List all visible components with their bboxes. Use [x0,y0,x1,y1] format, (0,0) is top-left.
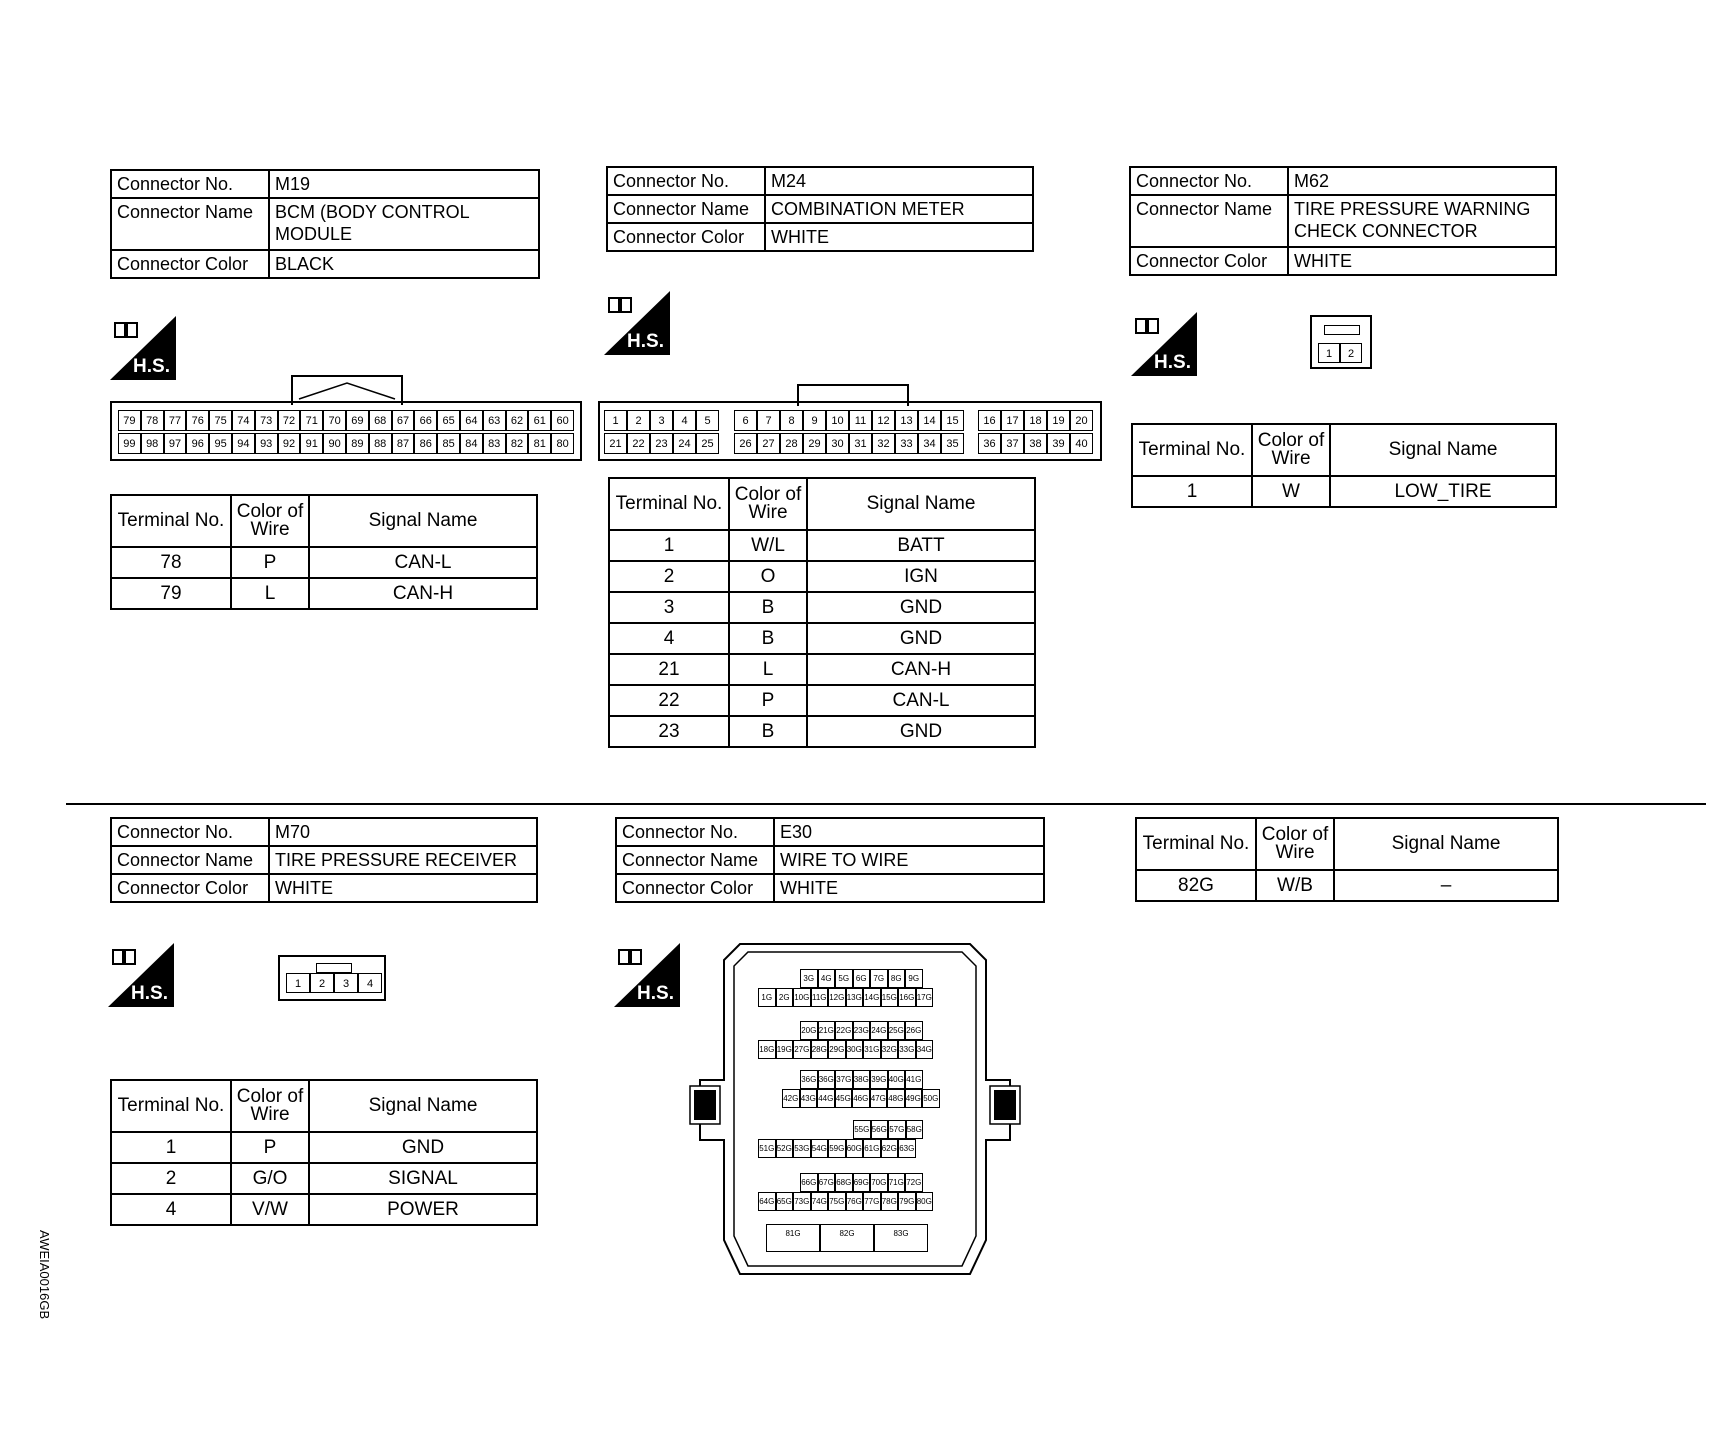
label-connector-color: Connector Color [607,223,765,251]
m24-pin: 39 [1047,433,1070,454]
e30-connector-name: WIRE TO WIRE [774,846,1044,874]
table-row: 1 W/L BATT [609,530,1035,561]
m24-pin: 15 [941,410,964,431]
m24-pin: 27 [757,433,780,454]
e30-pin: 49G [905,1089,923,1108]
m19-connector-color: BLACK [269,250,539,278]
th-color-wire: Color of Wire [231,495,309,547]
m19-pin: 90 [323,433,346,454]
m24-pin: 14 [918,410,941,431]
m19-pin: 86 [414,433,437,454]
m19-pin: 98 [141,433,164,454]
m24-pin: 4 [673,410,696,431]
m24-pin: 30 [826,433,849,454]
m24-pin: 6 [734,410,757,431]
e30-pin: 6G [853,969,871,988]
e30-pin: 77G [863,1192,881,1211]
m24-pin: 13 [895,410,918,431]
label-connector-no: Connector No. [1130,167,1288,195]
m19-pin: 93 [255,433,278,454]
th-terminal-no: Terminal No. [609,478,729,530]
th-signal-name: Signal Name [309,495,537,547]
e30-pin: 78G [881,1192,899,1211]
m19-pin: 77 [164,410,187,431]
m24-pin: 22 [627,433,650,454]
m24-pin: 25 [696,433,719,454]
th-color-wire: Color of Wire [729,478,807,530]
m62-connector-name: TIRE PRESSURE WARNING CHECK CONNECTOR [1288,195,1556,247]
e30-pin: 19G [776,1040,794,1059]
e30-pin: 21G [818,1021,836,1040]
e30-pin: 41G [905,1070,923,1089]
m24-pin: 2 [627,410,650,431]
m19-pin: 91 [300,433,323,454]
e30-pin: 33G [898,1040,916,1059]
label-connector-no: Connector No. [607,167,765,195]
th-terminal-no: Terminal No. [1132,424,1252,476]
m24-pin: 34 [918,433,941,454]
e30-pin: 31G [863,1040,881,1059]
m24-pin: 19 [1047,410,1070,431]
e30-pin: 61G [863,1139,881,1158]
e30-pin: 67G [818,1173,836,1192]
e30-pin: 48G [887,1089,905,1108]
m24-pin: 20 [1070,410,1093,431]
e30-pin: 2G [776,988,794,1007]
m19-pin: 68 [369,410,392,431]
e30-pin: 82G [820,1224,874,1252]
e30-pin: 51G [758,1139,776,1158]
e30-connector-color: WHITE [774,874,1044,902]
hs-label: H.S. [133,356,170,377]
e30-pin: 15G [881,988,899,1007]
m70-connector-face [278,955,386,1001]
e30-pin: 28G [811,1040,829,1059]
table-row: 23 B GND [609,716,1035,747]
m19-pin: 62 [506,410,529,431]
m24-pin: 26 [734,433,757,454]
m62-connector-no: M62 [1288,167,1556,195]
e30-pin: 65G [776,1192,794,1211]
m62-pin: 2 [1340,343,1362,363]
e30-pin: 29G [828,1040,846,1059]
m24-pin: 38 [1024,433,1047,454]
e30-pin: 71G [888,1173,906,1192]
m24-pin: 24 [673,433,696,454]
table-row: 1 P GND [111,1132,537,1163]
m19-pin: 96 [186,433,209,454]
m24-pin: 3 [650,410,673,431]
m19-pin: 70 [323,410,346,431]
m19-pin: 69 [346,410,369,431]
m70-info-table [110,817,538,903]
e30-info-table [615,817,1045,903]
m19-info-table [110,169,540,279]
m19-pin: 92 [278,433,301,454]
m19-pin: 99 [118,433,141,454]
m19-pin: 63 [483,410,506,431]
th-color-wire: Color of Wire [1252,424,1330,476]
th-color-wire: Color of Wire [1256,818,1334,870]
e30-pin: 43G [800,1089,818,1108]
m19-pin: 82 [506,433,529,454]
m24-pin: 32 [872,433,895,454]
e30-pin: 27G [793,1040,811,1059]
m19-pin: 61 [528,410,551,431]
e30-pin: 18G [758,1040,776,1059]
m19-pin: 84 [460,433,483,454]
m24-info-table [606,166,1034,252]
e30-pin: 37G [835,1070,853,1089]
e30-pin: 58G [906,1120,924,1139]
e30-pin: 34G [916,1040,934,1059]
m24-pin: 18 [1024,410,1047,431]
m19-pin: 94 [232,433,255,454]
m19-pin: 80 [551,433,574,454]
th-signal-name: Signal Name [807,478,1035,530]
m62-info-table [1129,166,1557,276]
e30-pin: 20G [800,1021,818,1040]
m19-pin: 95 [209,433,232,454]
e30-pin: 55G [853,1120,871,1139]
hs-label: H.S. [1154,352,1191,373]
label-connector-name: Connector Name [111,846,269,874]
e30-pin: 70G [870,1173,888,1192]
m19-pin: 73 [255,410,278,431]
label-connector-color: Connector Color [1130,247,1288,275]
m19-pin: 76 [186,410,209,431]
m24-connector-name: COMBINATION METER [765,195,1033,223]
hs-label: H.S. [131,983,168,1004]
m19-pin: 85 [437,433,460,454]
hs-icon [1131,312,1197,376]
e30-connector-no: E30 [774,818,1044,846]
e30-pin: 1G [758,988,776,1007]
label-connector-name: Connector Name [607,195,765,223]
table-row: 4 B GND [609,623,1035,654]
table-row: 78 P CAN-L [111,547,537,578]
th-terminal-no: Terminal No. [1136,818,1256,870]
e30-pin: 52G [776,1139,794,1158]
label-connector-no: Connector No. [616,818,774,846]
e30-pin: 8G [888,969,906,988]
table-row: 2 O IGN [609,561,1035,592]
m19-pin: 79 [118,410,141,431]
e30-pin: 72G [905,1173,923,1192]
e30-pin: 44G [817,1089,835,1108]
e30-pin: 47G [870,1089,888,1108]
m24-terminal-table [608,477,1036,748]
e30-pin: 64G [758,1192,776,1211]
m24-pin: 8 [780,410,803,431]
m24-connector-no: M24 [765,167,1033,195]
label-connector-name: Connector Name [616,846,774,874]
e30-pin: 26G [905,1021,923,1040]
e30-pin: 7G [870,969,888,988]
table-row: 1 W LOW_TIRE [1132,476,1556,507]
table-row: 22 P CAN-L [609,685,1035,716]
e30-pin: 53G [793,1139,811,1158]
e30-pin: 30G [846,1040,864,1059]
hs-icon [108,943,174,1007]
th-terminal-no: Terminal No. [111,495,231,547]
label-connector-no: Connector No. [111,170,269,198]
label-connector-color: Connector Color [616,874,774,902]
m19-terminal-table [110,494,538,610]
e30-pin: 17G [916,988,934,1007]
m19-pin: 67 [392,410,415,431]
th-signal-name: Signal Name [1334,818,1558,870]
m19-pin: 71 [300,410,323,431]
m70-connector-name: TIRE PRESSURE RECEIVER [269,846,537,874]
label-connector-no: Connector No. [111,818,269,846]
e30-pin: 50G [922,1089,940,1108]
hs-icon [110,316,176,380]
m24-pin: 12 [872,410,895,431]
m24-connector-color: WHITE [765,223,1033,251]
label-connector-color: Connector Color [111,250,269,278]
m24-pin: 36 [978,433,1001,454]
document-code: AWEIA0016GB [37,1230,52,1320]
m19-pin: 74 [232,410,255,431]
table-row: 3 B GND [609,592,1035,623]
m24-pin: 31 [849,433,872,454]
m19-pin: 97 [164,433,187,454]
e30-pin: 62G [881,1139,899,1158]
label-connector-color: Connector Color [111,874,269,902]
e30-pin: 39G [870,1070,888,1089]
hs-label: H.S. [637,983,674,1004]
e30-pin: 68G [835,1173,853,1192]
m24-pin: 35 [941,433,964,454]
m19-connector-no: M19 [269,170,539,198]
e30-pin: 66G [800,1173,818,1192]
table-row: 82G W/B – [1136,870,1558,901]
e30-pin: 16G [898,988,916,1007]
e30-pin: 73G [793,1192,811,1211]
th-terminal-no: Terminal No. [111,1080,231,1132]
e30-pin: 45G [835,1089,853,1108]
m24-pin: 1 [604,410,627,431]
m24-pin: 7 [757,410,780,431]
table-row: 4 V/W POWER [111,1194,537,1225]
e30-pin: 3G [800,969,818,988]
m24-pin: 29 [803,433,826,454]
m62-pin: 1 [1318,343,1340,363]
m24-pin: 17 [1001,410,1024,431]
hs-label: H.S. [627,331,664,352]
section-divider [66,803,1706,805]
e30-terminal-table [1135,817,1559,902]
e30-pin: 14G [863,988,881,1007]
e30-pin: 23G [853,1021,871,1040]
e30-pin: 42G [782,1089,800,1108]
e30-pin: 59G [828,1139,846,1158]
m70-terminal-table [110,1079,538,1226]
m24-pin: 9 [803,410,826,431]
m19-pin: 81 [528,433,551,454]
e30-pin: 25G [888,1021,906,1040]
e30-pin: 76G [846,1192,864,1211]
m70-pin: 4 [358,973,382,993]
m62-connector-color: WHITE [1288,247,1556,275]
e30-pin: 36G [818,1070,836,1089]
e30-pin: 9G [905,969,923,988]
th-signal-name: Signal Name [1330,424,1556,476]
e30-pin: 38G [853,1070,871,1089]
e30-pin: 22G [835,1021,853,1040]
m24-pin: 5 [696,410,719,431]
m24-pin: 40 [1070,433,1093,454]
m19-pin: 72 [278,410,301,431]
hs-icon [614,943,680,1007]
m24-pin: 33 [895,433,918,454]
label-connector-name: Connector Name [111,198,269,250]
hs-icon [604,291,670,355]
m19-pin: 64 [460,410,483,431]
th-color-wire: Color of Wire [231,1080,309,1132]
m24-pin: 16 [978,410,1001,431]
e30-pin: 81G [766,1224,820,1252]
e30-pin: 60G [846,1139,864,1158]
m62-terminal-table [1131,423,1557,508]
m70-connector-color: WHITE [269,874,537,902]
table-row: 2 G/O SIGNAL [111,1163,537,1194]
e30-pin: 10G [793,988,811,1007]
m19-connector-name: BCM (BODY CONTROL MODULE [269,198,539,250]
m24-pin: 37 [1001,433,1024,454]
table-row: 21 L CAN-H [609,654,1035,685]
m70-pin: 1 [286,973,310,993]
e30-pin: 12G [828,988,846,1007]
th-signal-name: Signal Name [309,1080,537,1132]
e30-pin: 63G [898,1139,916,1158]
e30-pin: 11G [811,988,829,1007]
e30-pin: 5G [835,969,853,988]
e30-pin: 24G [870,1021,888,1040]
e30-pin: 46G [852,1089,870,1108]
m24-pin: 11 [849,410,872,431]
label-connector-name: Connector Name [1130,195,1288,247]
m19-pin: 75 [209,410,232,431]
m24-pin: 10 [826,410,849,431]
m19-pin: 83 [483,433,506,454]
e30-pin: 32G [881,1040,899,1059]
m70-pin: 3 [334,973,358,993]
e30-pin: 36G [800,1070,818,1089]
e30-pin: 74G [811,1192,829,1211]
m19-pin: 66 [414,410,437,431]
e30-pin: 4G [818,969,836,988]
e30-pin: 56G [871,1120,889,1139]
m24-pin: 23 [650,433,673,454]
e30-pin: 80G [916,1192,934,1211]
m19-pin: 78 [141,410,164,431]
m19-pin: 65 [437,410,460,431]
e30-pin: 13G [846,988,864,1007]
m19-pin: 88 [369,433,392,454]
m70-pin: 2 [310,973,334,993]
m70-connector-no: M70 [269,818,537,846]
e30-pin: 54G [811,1139,829,1158]
m62-connector-face [1310,315,1372,369]
m24-pin: 28 [780,433,803,454]
m19-pin: 89 [346,433,369,454]
e30-pin: 75G [828,1192,846,1211]
m19-pin: 87 [392,433,415,454]
e30-pin: 69G [853,1173,871,1192]
e30-pin: 40G [888,1070,906,1089]
table-row: 79 L CAN-H [111,578,537,609]
e30-pin: 79G [898,1192,916,1211]
e30-pin: 57G [888,1120,906,1139]
m19-pin: 60 [551,410,574,431]
m24-pin: 21 [604,433,627,454]
e30-pin: 83G [874,1224,928,1252]
